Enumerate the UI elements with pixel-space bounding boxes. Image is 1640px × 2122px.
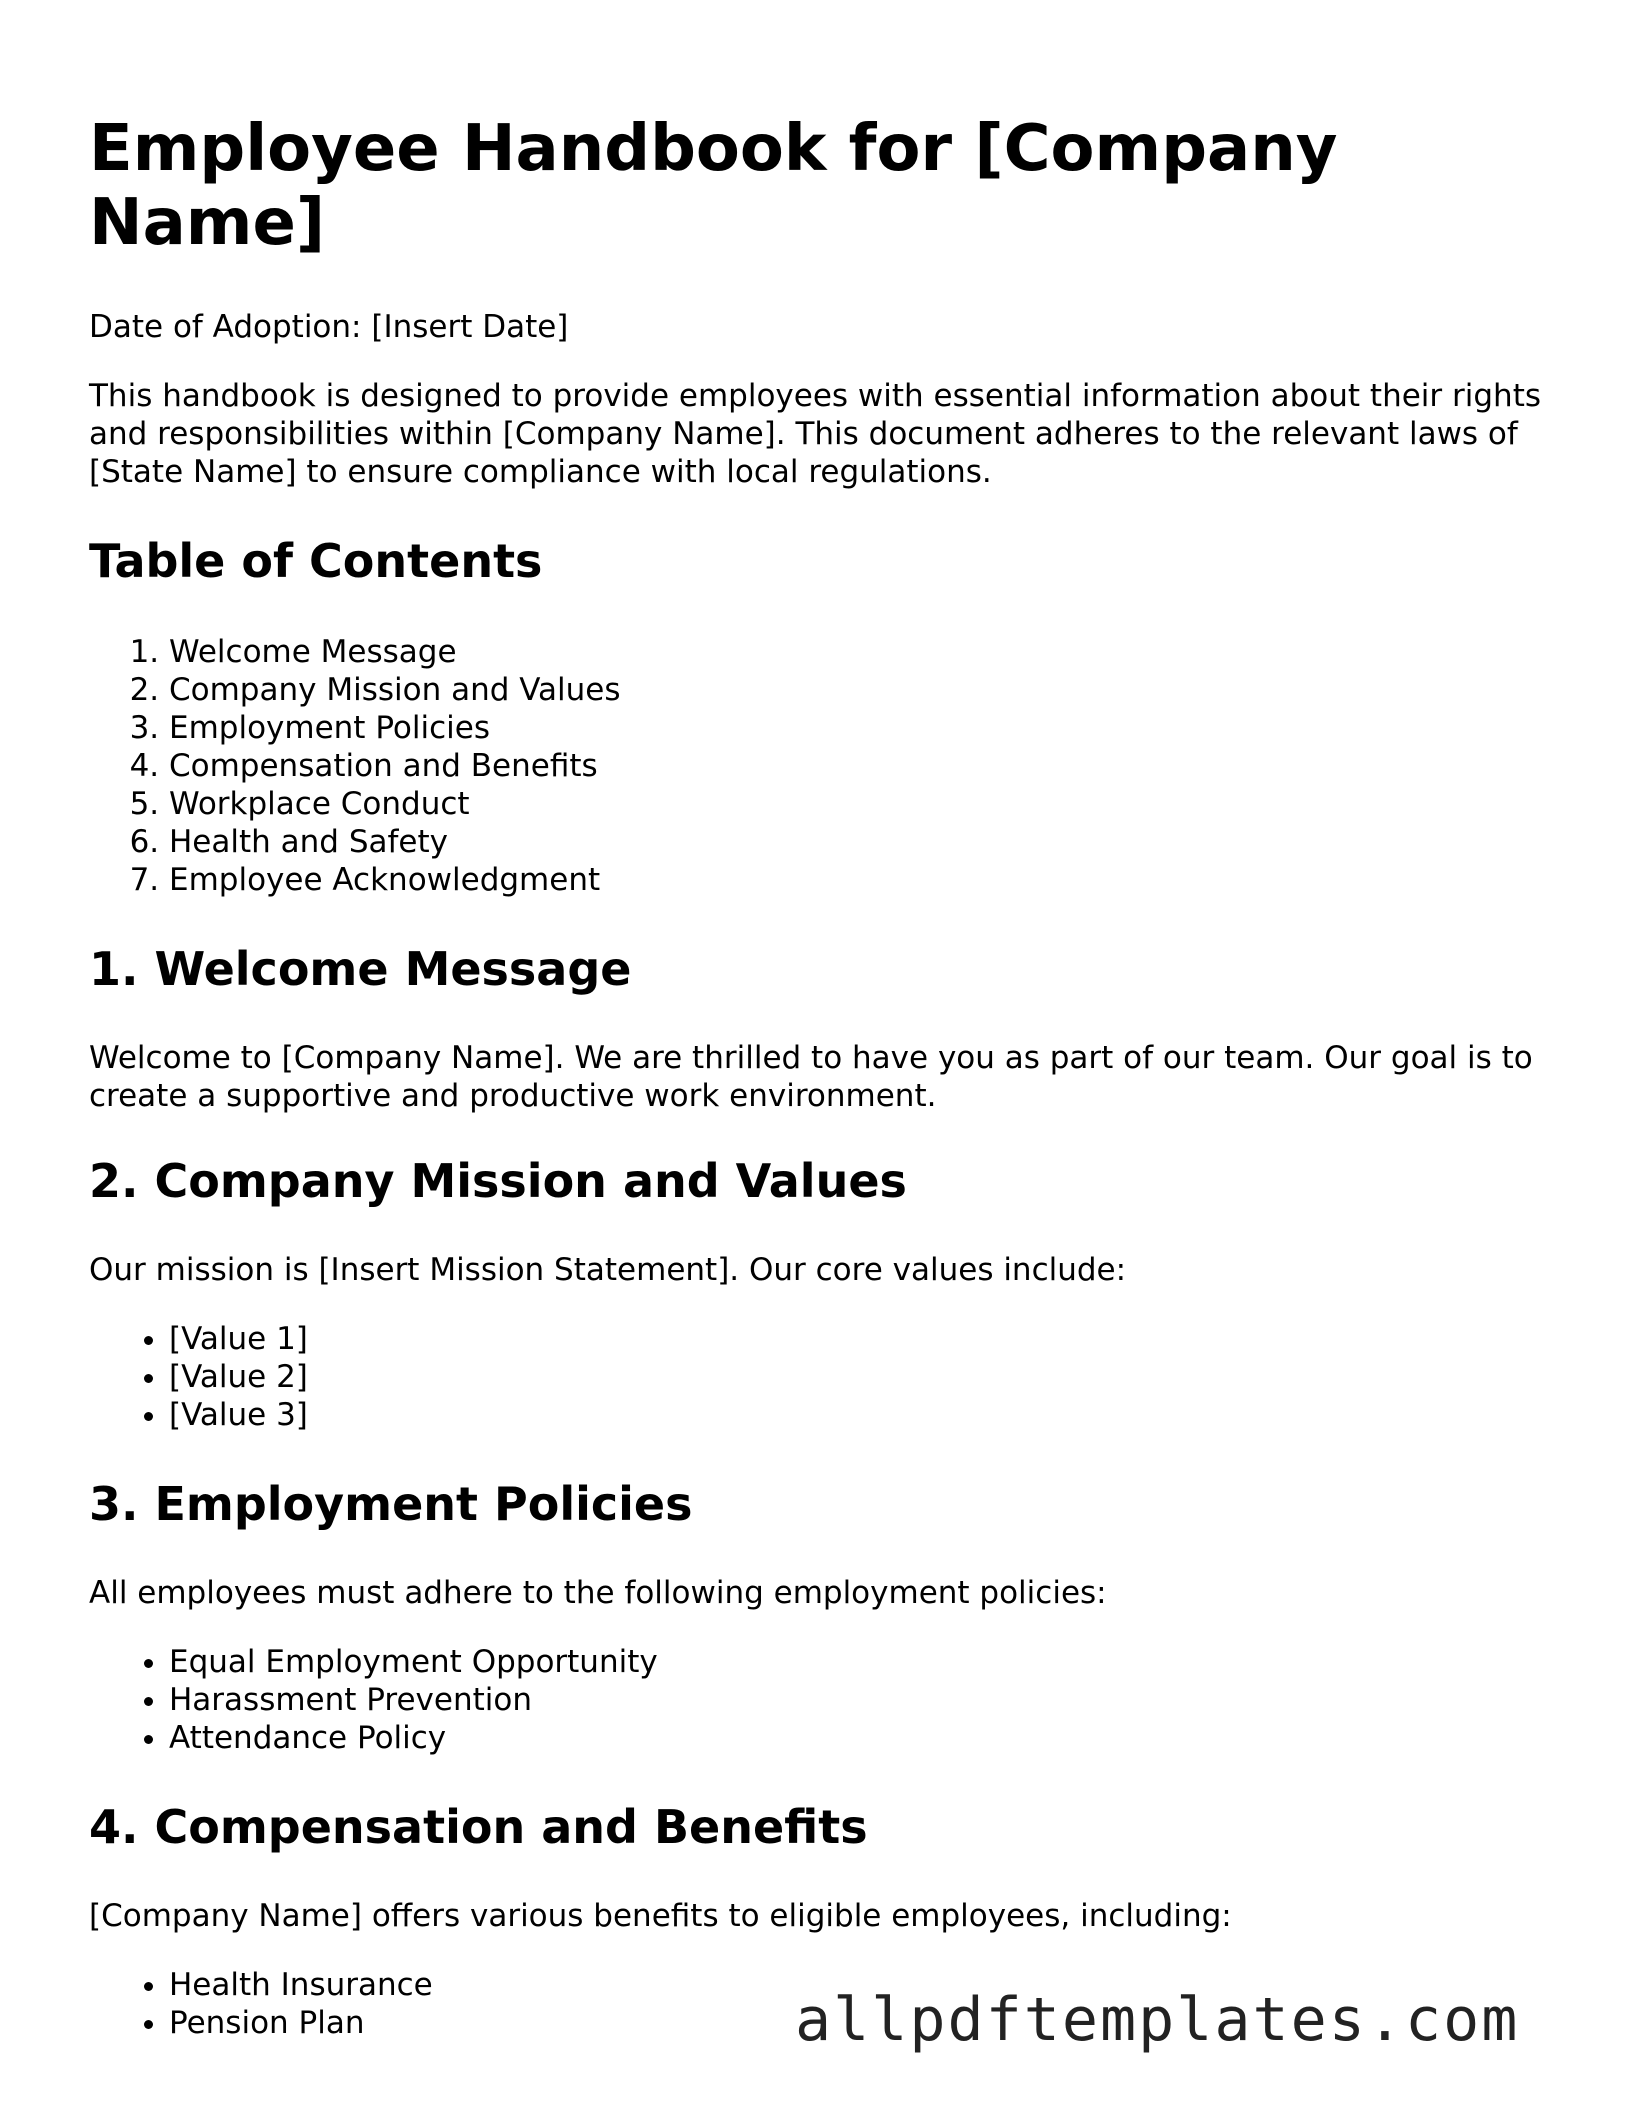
toc-item: 1. Welcome Message xyxy=(169,633,1559,671)
list-item: • Harassment Prevention xyxy=(169,1681,1559,1719)
section-heading-compensation: 4. Compensation and Benefits xyxy=(89,1800,868,1854)
toc-item: 7. Employee Acknowledgment xyxy=(169,861,1559,899)
watermark: allpdftemplates.com xyxy=(795,1985,1520,2055)
list-item: • Attendance Policy xyxy=(169,1719,1559,1757)
document-page xyxy=(89,112,1559,2042)
toc-heading: Table of Contents xyxy=(89,534,543,588)
section-heading-mission: 2. Company Mission and Values xyxy=(89,1154,907,1208)
document-title: Employee Handbook for [Company Name] xyxy=(89,112,1338,260)
toc-item: 2. Company Mission and Values xyxy=(169,671,1559,709)
welcome-paragraph: Welcome to [Company Name]. We are thrilled to have you as part of our team. Our goal is to create a supportive and productive work environment. xyxy=(89,1040,1533,1114)
mission-paragraph: Our mission is [Insert Mission Statement]. Our core values include: xyxy=(89,1252,1127,1288)
policies-list xyxy=(89,1643,1559,1757)
list-item: • [Value 3] xyxy=(169,1396,1559,1434)
section-heading-policies: 3. Employment Policies xyxy=(89,1477,693,1531)
toc-item: 5. Workplace Conduct xyxy=(169,785,1559,823)
toc-list xyxy=(89,633,1559,899)
list-item: • [Value 2] xyxy=(169,1358,1559,1396)
values-list xyxy=(89,1320,1559,1434)
intro-paragraph: This handbook is designed to provide employees with essential information about their rights and responsibilities within [Company Name]. This document adheres to the relevant laws of [State Name] to ensure compliance with local regulations. xyxy=(89,378,1542,490)
toc-item: 4. Compensation and Benefits xyxy=(169,747,1559,785)
toc-item: 6. Health and Safety xyxy=(169,823,1559,861)
list-item: • Health Insurance xyxy=(169,1966,1559,2004)
compensation-paragraph: [Company Name] offers various benefits to eligible employees, including: xyxy=(89,1898,1232,1934)
list-item: • [Value 1] xyxy=(169,1320,1559,1358)
policies-paragraph: All employees must adhere to the following employment policies: xyxy=(89,1575,1107,1611)
toc-item: 3. Employment Policies xyxy=(169,709,1559,747)
list-item: • Equal Employment Opportunity xyxy=(169,1643,1559,1681)
adoption-date: Date of Adoption: [Insert Date] xyxy=(89,309,569,345)
section-heading-welcome: 1. Welcome Message xyxy=(89,942,632,996)
list-item: • Pension Plan xyxy=(169,2004,1559,2042)
